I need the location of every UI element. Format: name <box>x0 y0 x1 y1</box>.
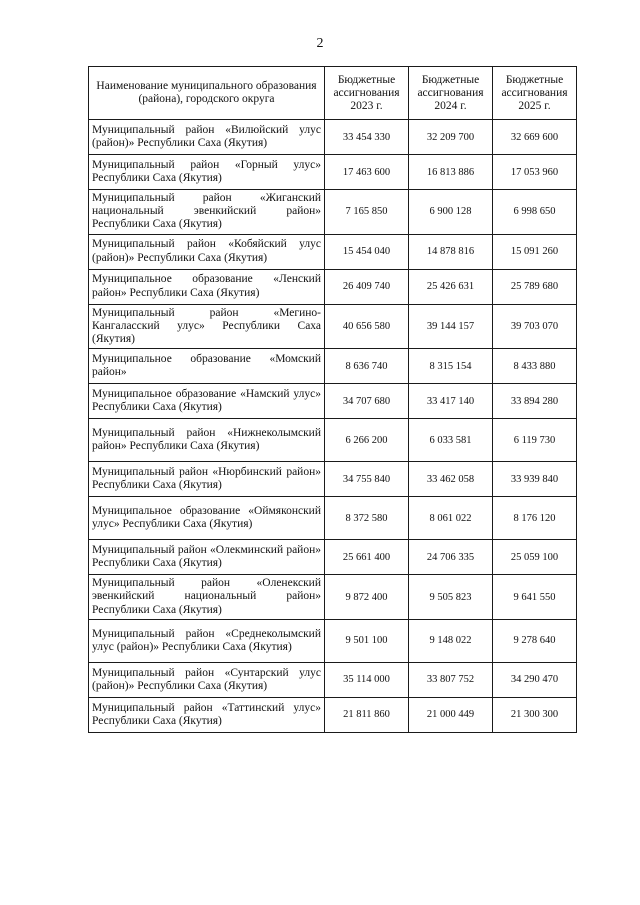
allocation-2024: 32 209 700 <box>409 120 493 155</box>
allocation-2023: 15 454 040 <box>325 234 409 269</box>
allocation-2024: 9 505 823 <box>409 575 493 620</box>
municipality-name: Муниципальный район «Кобяйский улус (район)» Республики Саха (Якутия) <box>89 234 325 269</box>
table-header-row <box>89 67 577 120</box>
municipality-name: Муниципальный район «Горный улус» Республики Саха (Якутия) <box>89 155 325 190</box>
allocation-2023: 26 409 740 <box>325 269 409 304</box>
table-row <box>89 697 577 732</box>
table-row <box>89 540 577 575</box>
allocation-2025: 9 641 550 <box>493 575 577 620</box>
municipality-name: Муниципальное образование «Ленский район» Республики Саха (Якутия) <box>89 269 325 304</box>
municipality-name: Муниципальное образование «Момский район» <box>89 349 325 384</box>
table-row <box>89 304 577 349</box>
allocation-2023: 40 656 580 <box>325 304 409 349</box>
allocation-2025: 32 669 600 <box>493 120 577 155</box>
allocation-2023: 25 661 400 <box>325 540 409 575</box>
allocation-2025: 33 894 280 <box>493 384 577 419</box>
allocation-2024: 21 000 449 <box>409 697 493 732</box>
municipality-name: Муниципальное образование «Оймяконский улус» Республики Саха (Якутия) <box>89 497 325 540</box>
header-2024: Бюджетные ассигнования 2024 г. <box>409 67 493 120</box>
allocation-2024: 25 426 631 <box>409 269 493 304</box>
allocation-2025: 15 091 260 <box>493 234 577 269</box>
allocation-2024: 14 878 816 <box>409 234 493 269</box>
allocation-2023: 9 501 100 <box>325 619 409 662</box>
allocation-2023: 7 165 850 <box>325 190 409 235</box>
allocation-2024: 6 900 128 <box>409 190 493 235</box>
table-row <box>89 190 577 235</box>
allocation-2025: 8 176 120 <box>493 497 577 540</box>
allocation-2023: 35 114 000 <box>325 662 409 697</box>
header-2023: Бюджетные ассигнования 2023 г. <box>325 67 409 120</box>
municipality-name: Муниципальный район «Вилюйский улус (район)» Республики Саха (Якутия) <box>89 120 325 155</box>
municipality-name: Муниципальный район «Олекминский район» Республики Саха (Якутия) <box>89 540 325 575</box>
allocation-2024: 16 813 886 <box>409 155 493 190</box>
allocation-2023: 33 454 330 <box>325 120 409 155</box>
allocation-2025: 6 119 730 <box>493 419 577 462</box>
municipality-name: Муниципальный район «Таттинский улус» Республики Саха (Якутия) <box>89 697 325 732</box>
allocation-2024: 33 462 058 <box>409 462 493 497</box>
table-row <box>89 662 577 697</box>
table-row <box>89 155 577 190</box>
allocation-2025: 9 278 640 <box>493 619 577 662</box>
allocation-2024: 33 807 752 <box>409 662 493 697</box>
page-number: 2 <box>316 36 324 51</box>
header-2025: Бюджетные ассигнования 2025 г. <box>493 67 577 120</box>
municipality-name: Муниципальный район «Сунтарский улус (район)» Республики Саха (Якутия) <box>89 662 325 697</box>
municipality-name: Муниципальный район «Среднеколымский улус (район)» Республики Саха (Якутия) <box>89 619 325 662</box>
table-row <box>89 234 577 269</box>
allocation-2024: 9 148 022 <box>409 619 493 662</box>
table-row <box>89 269 577 304</box>
municipality-name: Муниципальное образование «Намский улус» Республики Саха (Якутия) <box>89 384 325 419</box>
budget-allocation-table <box>88 66 577 733</box>
municipality-name: Муниципальный район «Нижнеколымский район» Республики Саха (Якутия) <box>89 419 325 462</box>
allocation-2023: 34 755 840 <box>325 462 409 497</box>
table-row <box>89 349 577 384</box>
allocation-2023: 21 811 860 <box>325 697 409 732</box>
allocation-2024: 24 706 335 <box>409 540 493 575</box>
allocation-2023: 17 463 600 <box>325 155 409 190</box>
allocation-2023: 8 636 740 <box>325 349 409 384</box>
allocation-2023: 6 266 200 <box>325 419 409 462</box>
municipality-name: Муниципальный район «Мегино-Кангаласский улус» Республики Саха (Якутия) <box>89 304 325 349</box>
allocation-2025: 25 059 100 <box>493 540 577 575</box>
allocation-2025: 25 789 680 <box>493 269 577 304</box>
table-row <box>89 619 577 662</box>
table-row <box>89 120 577 155</box>
table-row <box>89 419 577 462</box>
allocation-2025: 8 433 880 <box>493 349 577 384</box>
allocation-2025: 34 290 470 <box>493 662 577 697</box>
allocation-2023: 34 707 680 <box>325 384 409 419</box>
allocation-2024: 8 315 154 <box>409 349 493 384</box>
allocation-2024: 39 144 157 <box>409 304 493 349</box>
municipality-name: Муниципальный район «Нюрбинский район» Республики Саха (Якутия) <box>89 462 325 497</box>
municipality-name: Муниципальный район «Жиганский национальный эвенкийский район» Республики Саха (Якутия) <box>89 190 325 235</box>
allocation-2023: 8 372 580 <box>325 497 409 540</box>
municipality-name: Муниципальный район «Оленекский эвенкийский национальный район» Республики Саха (Якутия) <box>89 575 325 620</box>
header-municipality: Наименование муниципального образования (района), городского округа <box>89 67 325 120</box>
table-row <box>89 462 577 497</box>
allocation-2023: 9 872 400 <box>325 575 409 620</box>
table-row <box>89 384 577 419</box>
table-row <box>89 497 577 540</box>
allocation-2025: 21 300 300 <box>493 697 577 732</box>
allocation-2025: 17 053 960 <box>493 155 577 190</box>
allocation-2024: 6 033 581 <box>409 419 493 462</box>
allocation-2024: 33 417 140 <box>409 384 493 419</box>
allocation-2025: 39 703 070 <box>493 304 577 349</box>
allocation-2025: 33 939 840 <box>493 462 577 497</box>
allocation-2024: 8 061 022 <box>409 497 493 540</box>
allocation-2025: 6 998 650 <box>493 190 577 235</box>
table-row <box>89 575 577 620</box>
